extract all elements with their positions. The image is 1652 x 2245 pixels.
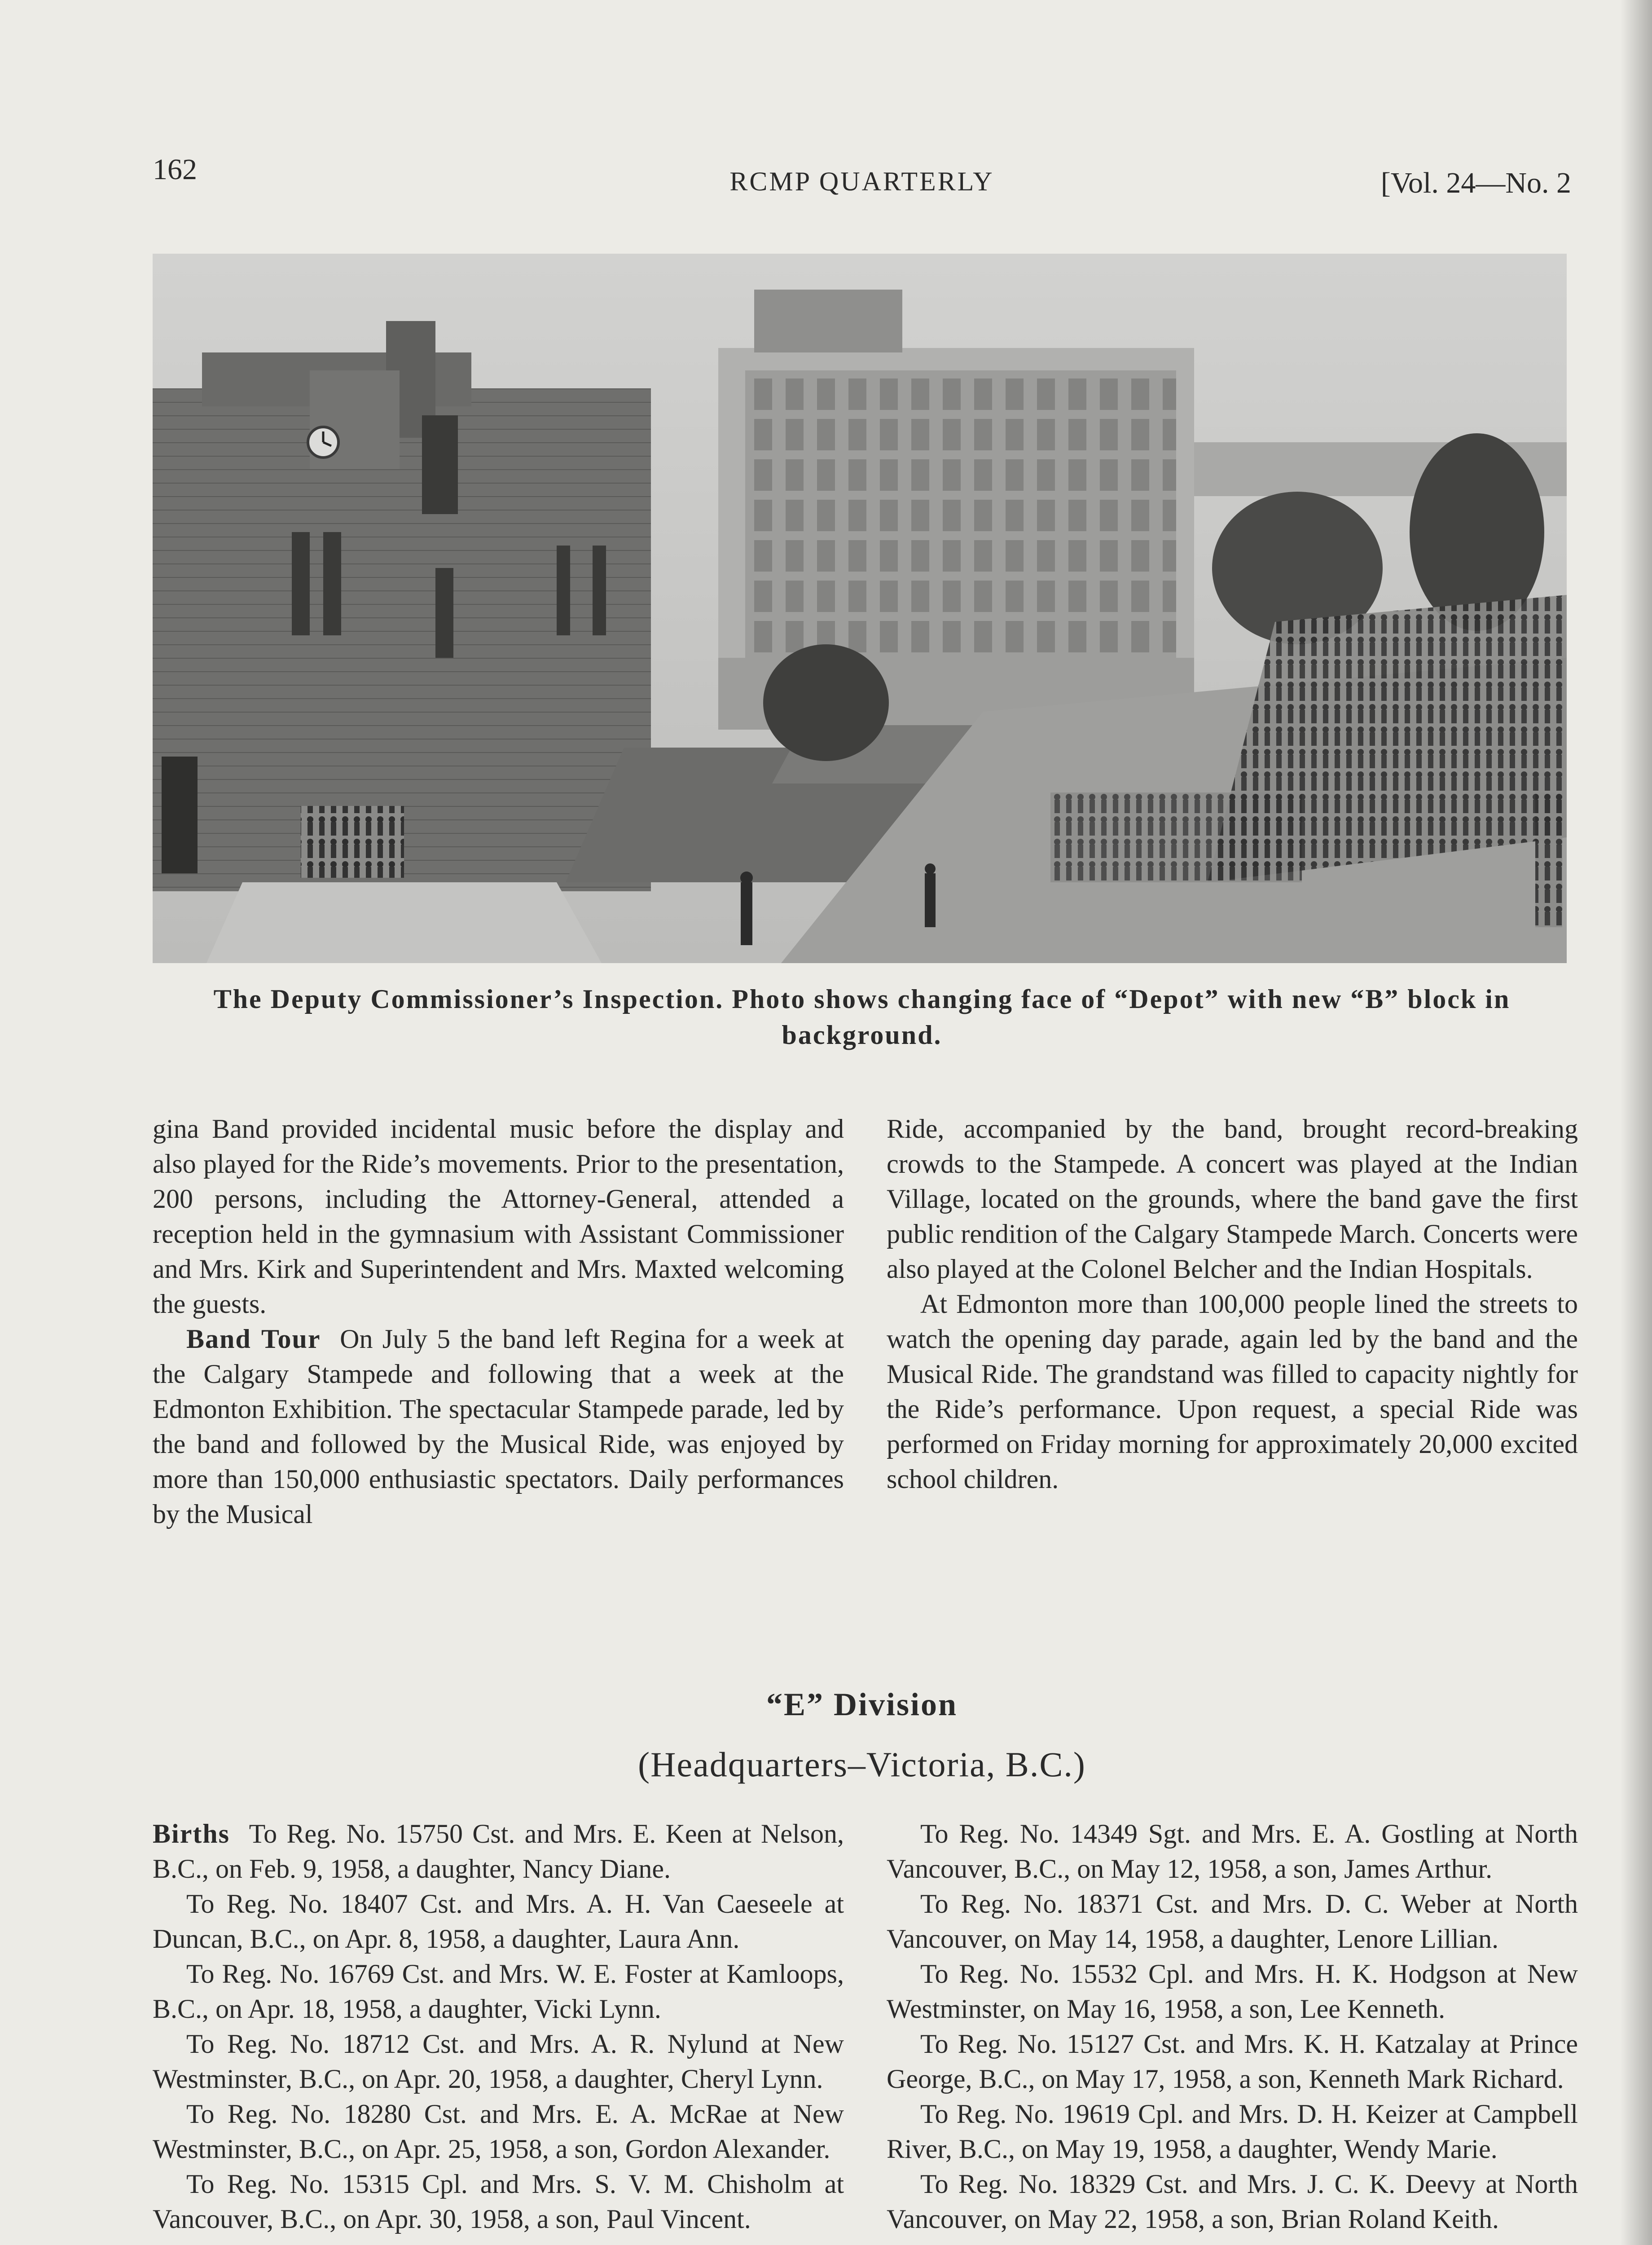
birth-entry: To Reg. No. 16769 Cst. and Mrs. W. E. Foster at Kamloops, B.C., on Apr. 18, 1958, a daughter, Vicki Lynn. bbox=[153, 1959, 844, 2024]
band-tour-column-left bbox=[153, 1111, 844, 1532]
clock-icon bbox=[308, 427, 338, 458]
birth-entry: To Reg. No. 15315 Cpl. and Mrs. S. V. M. Chisholm at Vancouver, B.C., on Apr. 30, 1958, a son, Paul Vincent. bbox=[153, 2169, 844, 2234]
band-tour-column-right bbox=[887, 1111, 1578, 1497]
birth-entry: To Reg. No. 18371 Cst. and Mrs. D. C. Weber at North Vancouver, on May 14, 1958, a daughter, Lenore Lillian. bbox=[887, 1889, 1578, 1954]
paragraph-band-tour bbox=[153, 1321, 844, 1532]
birth-entry: To Reg. No. 19619 Cpl. and Mrs. D. H. Keizer at Campbell River, B.C., on May 19, 1958, a daughter, Wendy Marie. bbox=[887, 2099, 1578, 2164]
paragraph-band-display: gina Band provided incidental music before the display and also played for the Ride’s movements. Prior to the presentation, 200 persons, including the Attorney-General, attended a reception held in the gymnasium with Assistant Commissioner and Mrs. Kirk and Superintendent and Mrs. Maxted welcoming the guests. bbox=[153, 1114, 844, 1319]
births-heading: Births bbox=[153, 1819, 230, 1849]
birth-entry: To Reg. No. 14349 Sgt. and Mrs. E. A. Gostling at North Vancouver, B.C., on May 12, 1958, a son, James Arthur. bbox=[887, 1819, 1578, 1884]
birth-entry-text: To Reg. No. 15750 Cst. and Mrs. E. Keen at Nelson, B.C., on Feb. 9, 1958, a daughter, Nancy Diane. bbox=[153, 1819, 844, 1884]
page-number: 162 bbox=[153, 153, 197, 186]
birth-entry: To Reg. No. 18329 Cst. and Mrs. J. C. K. Deevy at North Vancouver, on May 22, 1958, a son, Brian Roland Keith. bbox=[887, 2169, 1578, 2234]
journal-title: RCMP QUARTERLY bbox=[729, 167, 994, 196]
birth-entry: To Reg. No. 18712 Cst. and Mrs. A. R. Nylund at New Westminster, B.C., on Apr. 20, 1958, a daughter, Cheryl Lynn. bbox=[153, 2029, 844, 2094]
band-tour-heading: Band Tour bbox=[186, 1324, 321, 1354]
photo-caption: The Deputy Commissioner’s Inspection. Photo shows changing face of “Depot” with new “B” block in background. bbox=[213, 984, 1511, 1050]
births-column-left bbox=[153, 1816, 844, 2236]
section-title: “E” Division bbox=[766, 1686, 958, 1722]
birth-entry: To Reg. No. 15127 Cst. and Mrs. K. H. Katzalay at Prince George, B.C., on May 17, 1958, a son, Kenneth Mark Richard. bbox=[887, 2029, 1578, 2094]
birth-entry: To Reg. No. 15532 Cpl. and Mrs. H. K. Hodgson at New Westminster, on May 16, 1958, a son, Lee Kenneth. bbox=[887, 1959, 1578, 2024]
volume-issue: [Vol. 24—No. 2 bbox=[1380, 167, 1571, 199]
birth-entry bbox=[153, 1816, 844, 1886]
inspection-photo bbox=[153, 254, 1567, 963]
birth-entry: To Reg. No. 18407 Cst. and Mrs. A. H. Van Caeseele at Duncan, B.C., on Apr. 8, 1958, a daughter, Laura Ann. bbox=[153, 1889, 844, 1954]
paragraph-stampede: Ride, accompanied by the band, brought record-breaking crowds to the Stampede. A concert was played at the Indian Village, located on the grounds, where the band gave the first public rendition of the Calgary Stampede March. Concerts were also played at the Colonel Belcher and the Indian Hospitals. bbox=[887, 1114, 1578, 1284]
band-tour-text: On July 5 the band left Regina for a week at the Calgary Stampede and following that a week at the Edmonton Exhibition. The spectacular Stampede parade, led by the band and followed by the Musical Ride, was enjoyed by more than 150,000 enthusiastic spectators. Daily performances by the Musical bbox=[153, 1324, 844, 1529]
births-column-right bbox=[887, 1816, 1578, 2236]
birth-entry: To Reg. No. 18280 Cst. and Mrs. E. A. McRae at New Westminster, B.C., on Apr. 25, 1958, a son, Gordon Alexander. bbox=[153, 2099, 844, 2164]
running-header bbox=[153, 153, 1571, 207]
paragraph-edmonton: At Edmonton more than 100,000 people lined the streets to watch the opening day parade, again led by the band and the Musical Ride. The grandstand was filled to capacity nightly for the Ride’s performance. Upon request, a special Ride was performed on Friday morning for approximately 20,000 excited school children. bbox=[887, 1289, 1578, 1494]
page-edge-shadow bbox=[1621, 0, 1652, 2245]
section-subtitle: (Headquarters–Victoria, B.C.) bbox=[638, 1745, 1086, 1784]
